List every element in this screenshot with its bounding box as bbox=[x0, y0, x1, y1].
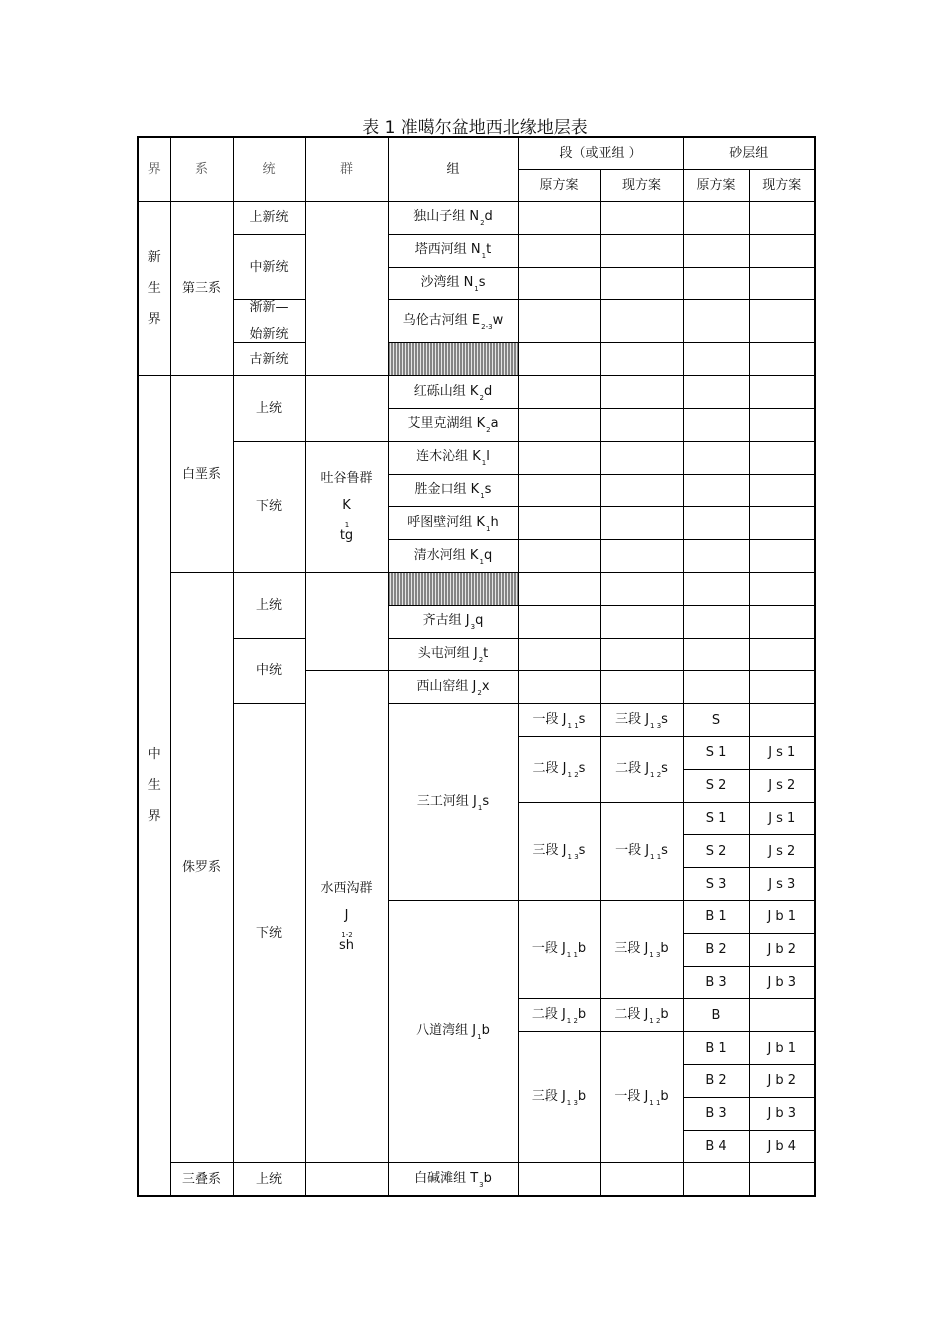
formation bbox=[388, 900, 518, 1162]
sand-now bbox=[749, 1064, 815, 1097]
formation bbox=[388, 507, 518, 540]
sand-label: B 1 bbox=[705, 1040, 727, 1056]
sand-label: B 3 bbox=[705, 974, 727, 990]
sand-orig bbox=[683, 1064, 749, 1097]
sand-orig bbox=[683, 736, 749, 769]
segment-subscript: 1 1 bbox=[566, 951, 578, 960]
group-code-subscript: 1-2 bbox=[341, 930, 353, 939]
formation-subscript: 1 bbox=[485, 524, 491, 533]
sand-now bbox=[749, 704, 815, 737]
sand-label: B bbox=[711, 1007, 721, 1023]
sand-label: J b 2 bbox=[767, 1073, 797, 1089]
sand-now bbox=[749, 736, 815, 769]
sand-now bbox=[749, 1130, 815, 1163]
segment-subscript: 1 1 bbox=[567, 721, 579, 730]
formation-subscript: 3 bbox=[479, 1180, 484, 1189]
segment-now bbox=[600, 1032, 683, 1163]
segment-suffix: b bbox=[577, 1006, 587, 1022]
segment-suffix: b bbox=[660, 1006, 669, 1022]
formation-subscript: 2 bbox=[486, 426, 491, 435]
formation-name: 胜金口组 K bbox=[414, 481, 480, 497]
sand-label: B 2 bbox=[705, 942, 727, 958]
segment-suffix: s bbox=[661, 711, 668, 727]
formation-subscript: 1 bbox=[474, 284, 479, 293]
formation-name: 呼图壁河组 K bbox=[407, 514, 485, 530]
segment-suffix: b bbox=[577, 1088, 587, 1104]
segment-label: 二段 J bbox=[531, 1006, 566, 1022]
series-upper: 上统 bbox=[233, 572, 305, 638]
sand-label: J s 1 bbox=[768, 810, 796, 826]
sand-orig bbox=[683, 966, 749, 999]
formation-suffix: d bbox=[483, 383, 493, 399]
segment-label: 二段 J bbox=[532, 760, 567, 776]
formation bbox=[388, 605, 518, 638]
formation-suffix: q bbox=[483, 547, 493, 563]
formation-suffix: h bbox=[490, 514, 499, 530]
group-code-letter: J bbox=[344, 907, 349, 923]
era-mesozoic: 中 生 界 bbox=[138, 376, 170, 1196]
segment-suffix: b bbox=[577, 941, 587, 957]
formation-name: 三工河组 J bbox=[416, 793, 477, 809]
sand-orig bbox=[683, 704, 749, 737]
segment-now bbox=[600, 736, 683, 802]
segment-label: 一段 J bbox=[615, 842, 650, 858]
formation-name: 头屯河组 J bbox=[417, 645, 478, 661]
sand-label: B 4 bbox=[705, 1138, 727, 1154]
formation-name: 独山子组 N bbox=[413, 209, 480, 225]
header-shacengzu: 砂层组 bbox=[683, 137, 815, 170]
header-jie: 界 bbox=[138, 137, 170, 202]
formation-subscript: 2 bbox=[478, 655, 484, 664]
group-empty bbox=[305, 376, 388, 442]
sand-label: S 1 bbox=[705, 745, 727, 761]
series-paleocene: 古新统 bbox=[233, 343, 305, 376]
formation-suffix: s bbox=[482, 793, 490, 809]
formation-subscript: 1 bbox=[481, 459, 487, 468]
formation bbox=[388, 267, 518, 300]
sand-label: J b 1 bbox=[767, 1040, 797, 1056]
formation-suffix: t bbox=[483, 645, 489, 661]
formation-suffix: w bbox=[492, 312, 504, 328]
sand-orig bbox=[683, 1097, 749, 1130]
sand-label: S bbox=[711, 712, 721, 728]
sand-label: J s 1 bbox=[768, 745, 796, 761]
segment-label: 一段 J bbox=[614, 1088, 649, 1104]
formation-subscript: 1 bbox=[479, 557, 484, 566]
formation-name: 连木沁组 K bbox=[416, 449, 481, 465]
formation bbox=[388, 704, 518, 901]
series-middle: 中统 bbox=[233, 638, 305, 704]
sand-now bbox=[749, 868, 815, 901]
segment-label: 三段 J bbox=[532, 842, 567, 858]
sand-orig bbox=[683, 835, 749, 868]
formation-name: 齐古组 J bbox=[422, 613, 470, 629]
header-qun: 群 bbox=[305, 137, 388, 202]
segment-suffix: s bbox=[578, 760, 586, 776]
group-empty bbox=[305, 1163, 388, 1196]
group-name: 吐谷鲁群 bbox=[320, 470, 373, 486]
formation bbox=[388, 376, 518, 409]
formation-suffix: b bbox=[483, 1170, 492, 1186]
sand-orig bbox=[683, 1130, 749, 1163]
header-sand-xian: 现方案 bbox=[749, 170, 815, 202]
sand-label: J b 4 bbox=[767, 1138, 797, 1154]
group-code-subscript: 1 bbox=[344, 520, 350, 529]
system-triassic: 三叠系 bbox=[170, 1163, 233, 1196]
formation-suffix: s bbox=[484, 481, 492, 497]
segment-now bbox=[600, 900, 683, 998]
header-xi: 系 bbox=[170, 137, 233, 202]
header-duan: 段（或亚组 ） bbox=[518, 137, 683, 170]
sand-orig bbox=[683, 999, 749, 1032]
sand-label: J b 3 bbox=[767, 1106, 797, 1122]
series-pliocene: 上新统 bbox=[233, 202, 305, 235]
group-tugulu bbox=[305, 441, 388, 572]
segment-label: 三段 J bbox=[614, 941, 649, 957]
segment-orig bbox=[518, 736, 600, 802]
group-code-letter: K bbox=[342, 497, 351, 513]
system-cretaceous: 白垩系 bbox=[170, 376, 233, 573]
segment-suffix: s bbox=[661, 842, 668, 858]
sand-label: B 3 bbox=[705, 1106, 727, 1122]
segment-subscript: 1 3 bbox=[566, 1098, 578, 1107]
segment-now bbox=[600, 802, 683, 900]
series-miocene: 中新统 bbox=[233, 234, 305, 300]
header-duan-xian: 现方案 bbox=[600, 170, 683, 202]
segment-subscript: 1 2 bbox=[567, 770, 579, 779]
formation-name: 八道湾组 J bbox=[416, 1023, 477, 1039]
segment-subscript: 1 2 bbox=[650, 770, 662, 779]
segment-label: 二段 J bbox=[614, 1006, 649, 1022]
formation-subscript: 1 bbox=[477, 803, 483, 812]
series-lower: 下统 bbox=[233, 704, 305, 1163]
formation-subscript: 2 bbox=[477, 688, 482, 697]
sand-label: J b 1 bbox=[767, 909, 797, 925]
sand-orig bbox=[683, 802, 749, 835]
sand-now bbox=[749, 966, 815, 999]
group-code bbox=[306, 498, 388, 543]
sand-label: J s 2 bbox=[768, 843, 796, 859]
series-lower: 下统 bbox=[233, 441, 305, 572]
sand-orig bbox=[683, 933, 749, 966]
formation bbox=[388, 638, 518, 671]
sand-now bbox=[749, 933, 815, 966]
sand-label: J s 2 bbox=[768, 778, 796, 794]
formation-subscript: 2 bbox=[480, 219, 485, 228]
sand-now bbox=[749, 835, 815, 868]
system-tertiary: 第三系 bbox=[170, 202, 233, 376]
formation-suffix: a bbox=[490, 416, 499, 432]
formation bbox=[388, 671, 518, 704]
group-code-suffix: sh bbox=[338, 937, 354, 953]
hatched-gap bbox=[388, 572, 518, 605]
segment-label: 三段 J bbox=[531, 1088, 566, 1104]
group-code-suffix: tg bbox=[339, 527, 354, 543]
formation-subscript: 2-3 bbox=[481, 322, 493, 331]
sand-label: J b 2 bbox=[767, 942, 797, 958]
sand-label: S 2 bbox=[705, 843, 727, 859]
formation-subscript: 3 bbox=[470, 623, 476, 632]
segment-orig bbox=[518, 802, 600, 900]
sand-now bbox=[749, 999, 815, 1032]
formation bbox=[388, 474, 518, 507]
formation-subscript: 1 bbox=[477, 1033, 482, 1042]
formation bbox=[388, 441, 518, 474]
sand-orig bbox=[683, 769, 749, 802]
segment-suffix: b bbox=[660, 941, 669, 957]
sand-label: J s 3 bbox=[768, 876, 796, 892]
formation bbox=[388, 408, 518, 441]
formation-name: 塔西河组 N bbox=[414, 242, 481, 258]
system-jurassic: 侏罗系 bbox=[170, 572, 233, 1162]
segment-subscript: 1 1 bbox=[650, 852, 662, 861]
group-code bbox=[306, 908, 388, 953]
segment-subscript: 1 2 bbox=[649, 1016, 661, 1025]
formation-subscript: 1 bbox=[480, 491, 485, 500]
segment-suffix: s bbox=[578, 842, 586, 858]
series-oligo-eocene: 渐新— 始新统 bbox=[233, 300, 305, 343]
segment-subscript: 1 3 bbox=[650, 721, 662, 730]
sand-label: B 2 bbox=[705, 1073, 727, 1089]
segment-suffix: s bbox=[578, 711, 586, 727]
series-upper: 上统 bbox=[233, 376, 305, 442]
formation bbox=[388, 234, 518, 267]
series-upper: 上统 bbox=[233, 1163, 305, 1196]
formation-name: 红砾山组 K bbox=[413, 383, 479, 399]
segment-now bbox=[600, 999, 683, 1032]
formation-name: 沙湾组 N bbox=[420, 274, 474, 290]
segment-orig bbox=[518, 999, 600, 1032]
sand-now bbox=[749, 802, 815, 835]
sand-label: S 1 bbox=[705, 810, 727, 826]
segment-subscript: 1 3 bbox=[567, 852, 579, 861]
formation-suffix: q bbox=[475, 613, 484, 629]
group-empty bbox=[305, 572, 388, 670]
formation-suffix: t bbox=[486, 242, 492, 258]
formation bbox=[388, 300, 518, 343]
segment-label: 二段 J bbox=[615, 760, 650, 776]
formation-subscript: 1 bbox=[481, 252, 487, 261]
segment-orig bbox=[518, 1032, 600, 1163]
formation-suffix: b bbox=[481, 1023, 490, 1039]
header-zu: 组 bbox=[388, 137, 518, 202]
segment-label: 三段 J bbox=[615, 711, 650, 727]
formation-name: 西山窑组 J bbox=[416, 678, 477, 694]
header-tong: 统 bbox=[233, 137, 305, 202]
segment-orig bbox=[518, 900, 600, 998]
sand-orig bbox=[683, 1032, 749, 1065]
segment-suffix: b bbox=[660, 1088, 669, 1104]
segment-suffix: s bbox=[661, 760, 668, 776]
sand-now bbox=[749, 900, 815, 933]
formation-name: 清水河组 K bbox=[413, 547, 479, 563]
era-cenozoic: 新 生 界 bbox=[138, 202, 170, 376]
formation bbox=[388, 540, 518, 573]
header-sand-yuan: 原方案 bbox=[683, 170, 749, 202]
segment-now bbox=[600, 704, 683, 737]
formation bbox=[388, 202, 518, 235]
segment-orig bbox=[518, 704, 600, 737]
formation-subscript: 2 bbox=[479, 393, 484, 402]
segment-subscript: 1 3 bbox=[649, 951, 661, 960]
sand-now bbox=[749, 1032, 815, 1065]
formation-suffix: l bbox=[486, 449, 490, 465]
sand-label: S 2 bbox=[705, 778, 727, 794]
segment-label: 一段 J bbox=[531, 941, 566, 957]
hatched-gap bbox=[388, 343, 518, 376]
header-duan-yuan: 原方案 bbox=[518, 170, 600, 202]
formation-name: 艾里克湖组 K bbox=[407, 416, 486, 432]
sand-now bbox=[749, 1097, 815, 1130]
sand-now bbox=[749, 769, 815, 802]
segment-subscript: 1 2 bbox=[566, 1016, 578, 1025]
sand-label: J b 3 bbox=[767, 974, 797, 990]
segment-label: 一段 J bbox=[532, 711, 567, 727]
formation-suffix: s bbox=[478, 274, 486, 290]
group-name: 水西沟群 bbox=[320, 880, 373, 896]
group-empty bbox=[305, 202, 388, 376]
sand-label: S 3 bbox=[705, 876, 727, 892]
sand-label: B 1 bbox=[705, 909, 727, 925]
sand-orig bbox=[683, 868, 749, 901]
sand-orig bbox=[683, 900, 749, 933]
formation-name: 乌伦古河组 E bbox=[402, 312, 481, 328]
formation bbox=[388, 1163, 518, 1196]
group-shuixigou bbox=[305, 671, 388, 1163]
formation-suffix: d bbox=[484, 209, 493, 225]
stratigraphy-table bbox=[137, 136, 816, 1197]
formation-name: 白碱滩组 T bbox=[414, 1170, 479, 1186]
page-title: 表 1 准噶尔盆地西北缘地层表 bbox=[362, 118, 588, 138]
formation-suffix: x bbox=[481, 678, 490, 694]
segment-subscript: 1 1 bbox=[649, 1098, 661, 1107]
